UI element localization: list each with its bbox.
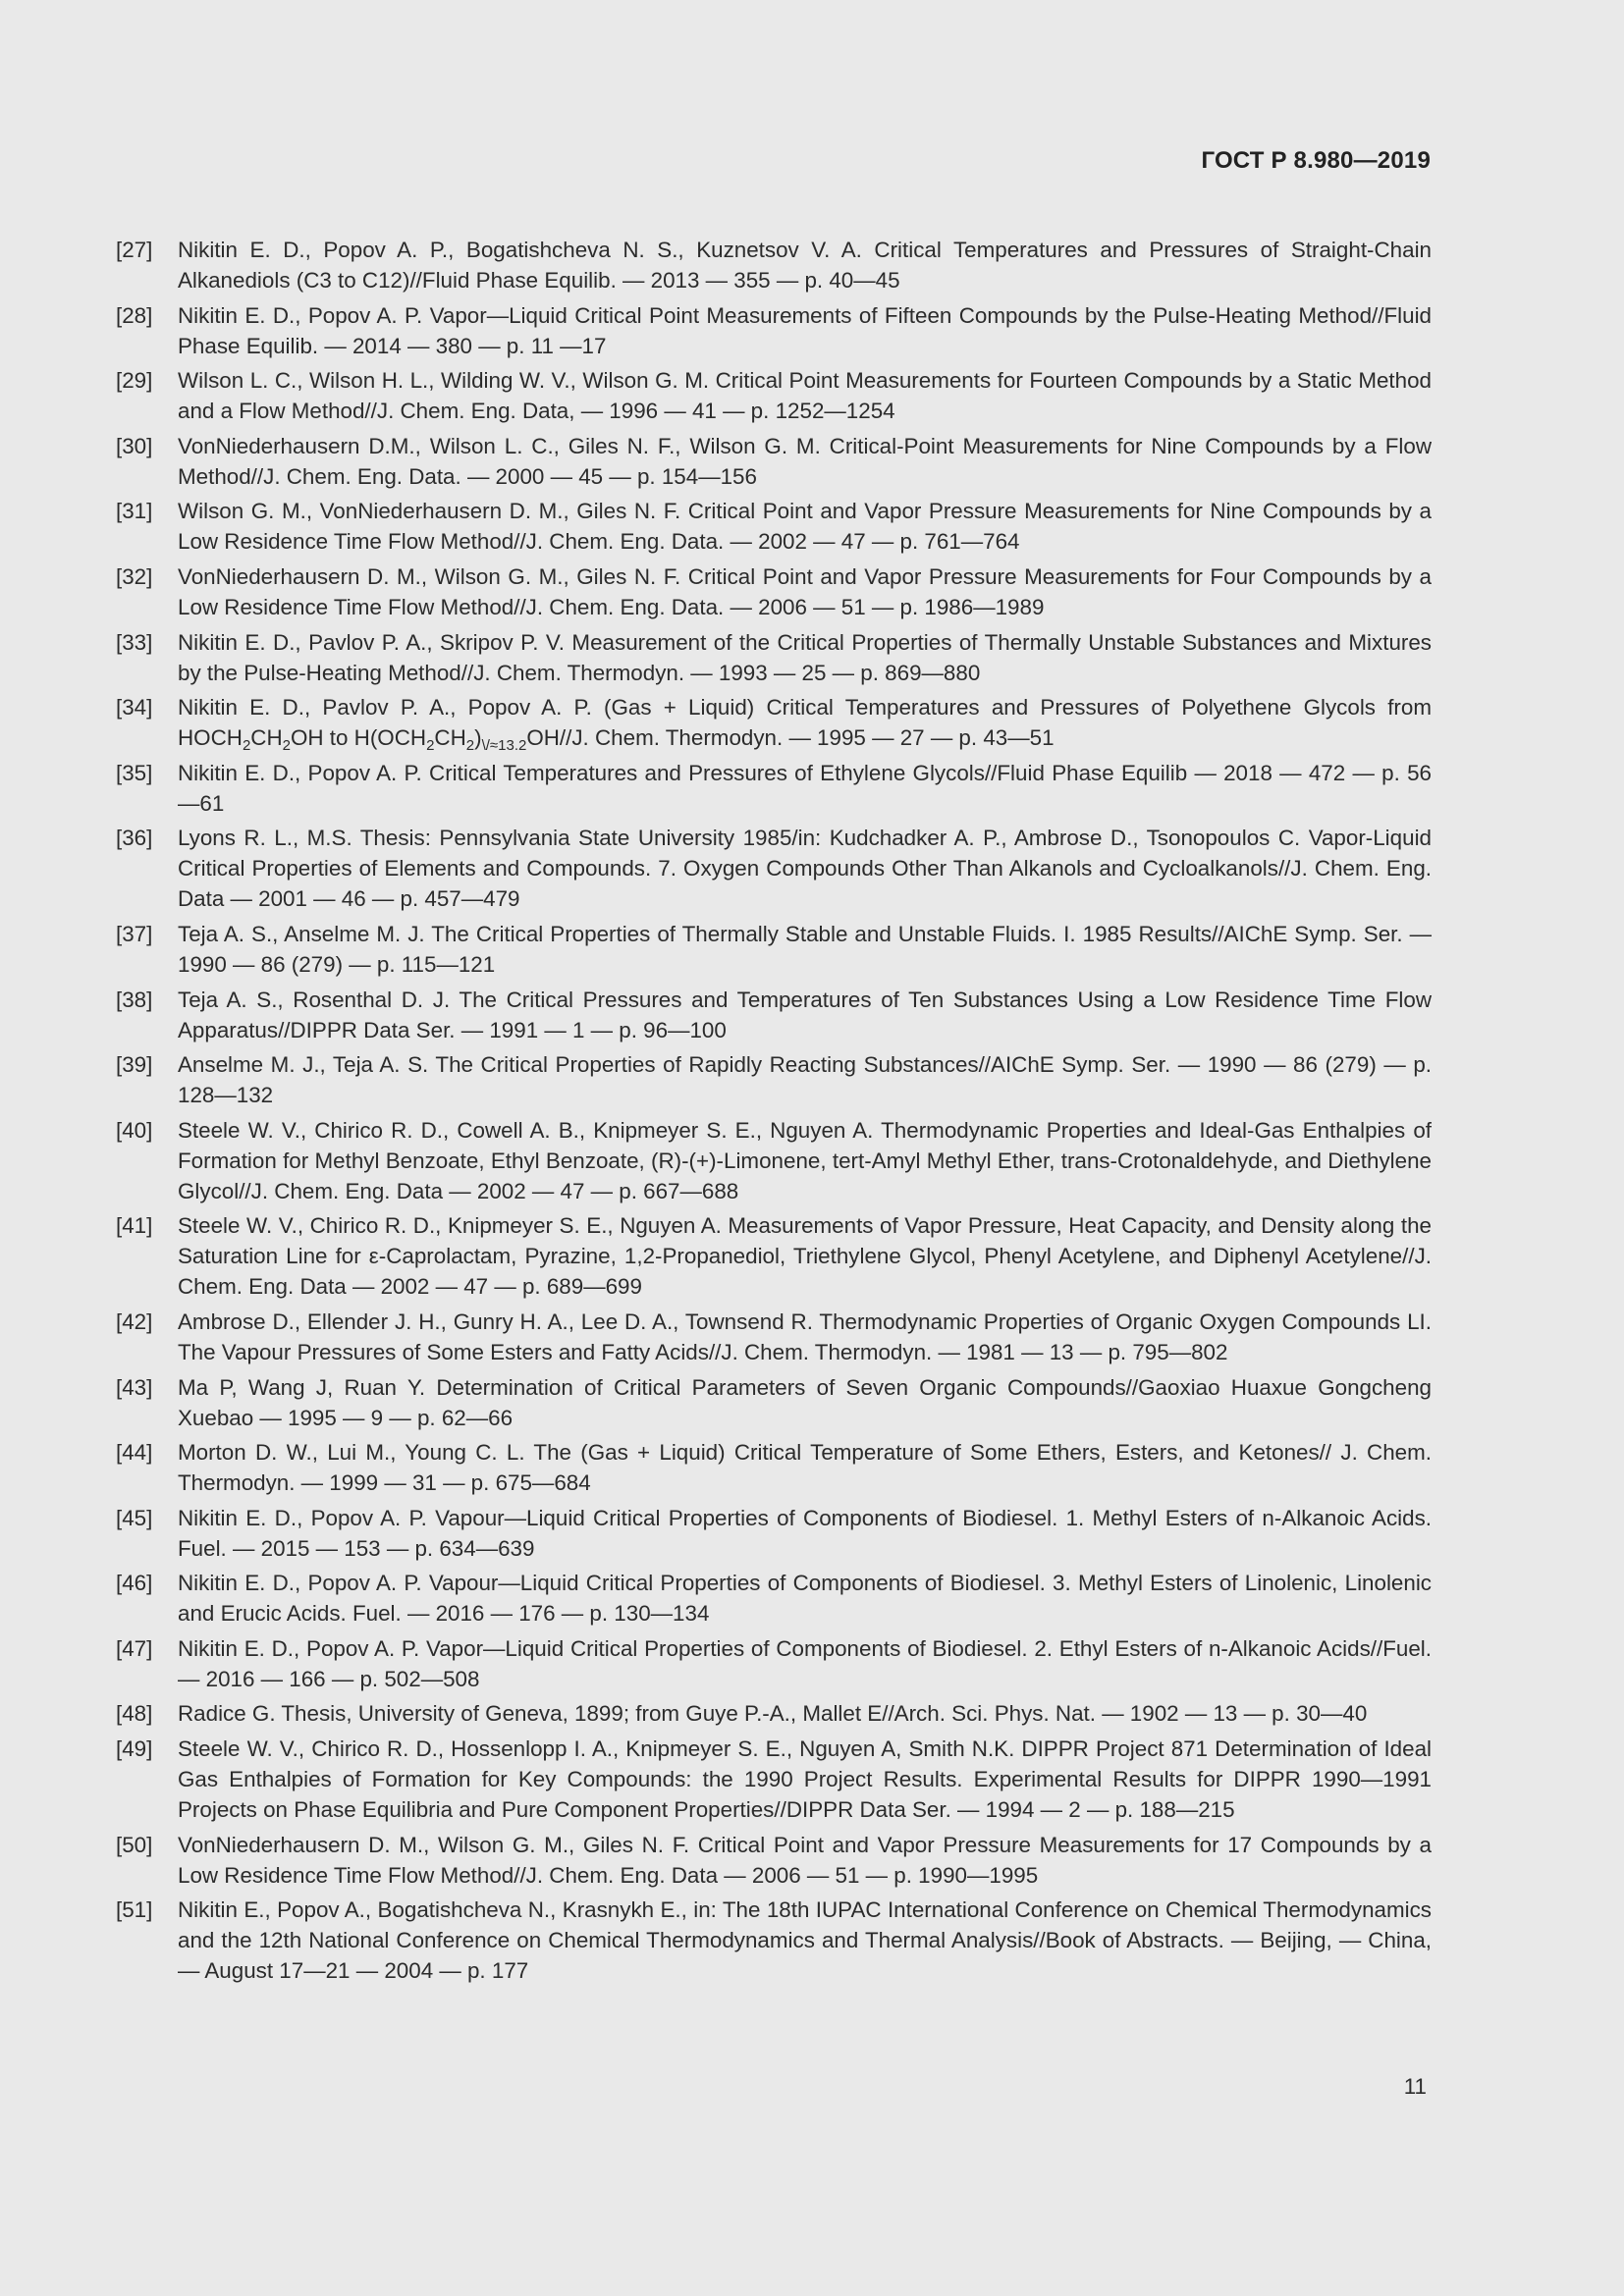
reference-item — [116, 365, 1432, 426]
formula-fragment: OH to H(OCH — [290, 725, 427, 751]
reference-text: Nikitin E. D., Popov A. P. Vapour—Liquid Critical Properties of Components of Biodiesel. 1. Methyl Esters of n-Alkanoic Acids. Fuel. — 2015 — 153 — p. 634—639 — [178, 1505, 1432, 1561]
reference-text: Nikitin E. D., Popov A. P., Bogatishcheva N. S., Kuznetsov V. A. Critical Temperatures and Pressures of Straight-Chain Alkanediols (C3 to C12)//Fluid Phase Equilib. — 2013 — 355 — p. 40—45 — [178, 238, 1432, 293]
reference-text: Nikitin E. D., Pavlov P. A., Skripov P. V. Measurement of the Critical Properties of Thermally Unstable Substances and Mixtures by the Pulse-Heating Method//J. Chem. Thermodyn. — 1993 — 25 — p. 869—880 — [178, 629, 1432, 685]
reference-item — [116, 758, 1432, 819]
reference-text: Nikitin E. D., Popov A. P. Vapor—Liquid Critical Properties of Components of Biodiesel. 2. Ethyl Esters of n-Alkanoic Acids//Fuel. — 2016 — 166 — p. 502—508 — [178, 1635, 1432, 1691]
reference-number: [39] — [116, 1052, 153, 1078]
reference-item — [116, 235, 1432, 295]
reference-text: Steele W. V., Chirico R. D., Cowell A. B., Knipmeyer S. E., Nguyen A. Thermodynamic Properties and Ideal-Gas Enthalpies of Formation for Methyl Benzoate, Ethyl Benzoate, (R)-(+)-Limonene, tert-Amyl Methyl Ether, trans-Crotonaldehyde, and Diethylene Glycol//J. Chem. Eng. Data — 2002 — 47 — p. 667—688 — [178, 1117, 1432, 1203]
formula-subscript: 2 — [282, 737, 291, 755]
reference-item — [116, 985, 1432, 1045]
reference-number: [40] — [116, 1117, 153, 1143]
reference-text: VonNiederhausern D. M., Wilson G. M., Giles N. F. Critical Point and Vapor Pressure Measurements for Four Compounds by a Low Residence Time Flow Method//J. Chem. Eng. Data. — 2006 — 51 — p. 1986—1989 — [178, 563, 1432, 619]
reference-number: [43] — [116, 1374, 153, 1400]
reference-text: Nikitin E. D., Popov A. P. Vapor—Liquid Critical Point Measurements of Fifteen Compounds by the Pulse-Heating Method//Fluid Phase Equilib. — 2014 — 380 — p. 11 —17 — [178, 302, 1432, 358]
reference-text: Anselme M. J., Teja A. S. The Critical Properties of Rapidly Reacting Substances//AIChE Symp. Ser. — 1990 — 86 (279) — p. 128—132 — [178, 1052, 1432, 1108]
reference-number: [34] — [116, 695, 153, 721]
reference-text: Wilson L. C., Wilson H. L., Wilding W. V., Wilson G. M. Critical Point Measurements for Fourteen Compounds by a Static Method and a Flow Method//J. Chem. Eng. Data, — 1996 — 41 — p. 1252—1254 — [178, 368, 1432, 424]
reference-item — [116, 692, 1432, 753]
formula-fragment: ) — [474, 725, 482, 751]
reference-number: [27] — [116, 238, 153, 262]
formula-subscript: 2 — [426, 737, 435, 755]
reference-text-after: OH//J. Chem. Thermodyn. — 1995 — 27 — p. 43—51 — [526, 725, 1055, 751]
reference-text: Wilson G. M., VonNiederhausern D. M., Giles N. F. Critical Point and Vapor Pressure Measurements for Nine Compounds by a Low Residence Time Flow Method//J. Chem. Eng. Data. — 2002 — 47 — p. 761—764 — [178, 499, 1432, 555]
reference-item — [116, 1633, 1432, 1694]
formula-subscript: 2 — [242, 737, 251, 755]
reference-number: [48] — [116, 1701, 153, 1727]
reference-text: Radice G. Thesis, University of Geneva, 1899; from Guye P.-A., Mallet E//Arch. Sci. Phys. Nat. — 1902 — 13 — p. 30—40 — [178, 1701, 1368, 1727]
reference-text: Teja A. S., Rosenthal D. J. The Critical Pressures and Temperatures of Ten Substances Using a Low Residence Time Flow Apparatus//DIPPR Data Ser. — 1991 — 1 — p. 96—100 — [178, 987, 1432, 1042]
reference-item — [116, 919, 1432, 980]
reference-item — [116, 1698, 1432, 1729]
reference-text: Nikitin E. D., Popov A. P. Critical Temperatures and Pressures of Ethylene Glycols//Fluid Phase Equilib — 2018 — 472 — p. 56—61 — [178, 760, 1432, 816]
reference-item — [116, 823, 1432, 914]
formula-fragment: HOCH — [178, 725, 243, 751]
reference-number: [28] — [116, 302, 153, 328]
reference-number: [41] — [116, 1213, 153, 1239]
reference-number: [49] — [116, 1736, 153, 1762]
reference-text: VonNiederhausern D.M., Wilson L. C., Giles N. F., Wilson G. M. Critical-Point Measurements for Nine Compounds by a Flow Method//J. Chem. Eng. Data. — 2000 — 45 — p. 154—156 — [178, 433, 1432, 489]
reference-number: [51] — [116, 1897, 153, 1923]
reference-number: [37] — [116, 921, 153, 946]
reference-item — [116, 1895, 1432, 1986]
reference-item — [116, 496, 1432, 557]
reference-text-before: Nikitin E. D., Pavlov P. A., Popov A. P. (Gas + Liquid) Critical Temperatures and Pressures of Polyethene Glycols from — [178, 695, 1432, 721]
reference-item — [116, 627, 1432, 688]
reference-text: Nikitin E., Popov A., Bogatishcheva N., Krasnykh E., in: The 18th IUPAC International Conference on Chemical Thermodynamics and the 12th National Conference on Chemical Thermodynamics and Thermal Analysis//Book of Abstracts. — Beijing, — China, — August 17—21 — 2004 — p. 177 — [178, 1897, 1432, 1984]
reference-item — [116, 1830, 1432, 1891]
reference-item — [116, 561, 1432, 622]
reference-number: [45] — [116, 1505, 153, 1530]
reference-item — [116, 300, 1432, 361]
reference-text: Steele W. V., Chirico R. D., Hossenlopp I. A., Knipmeyer S. E., Nguyen A, Smith N.K. DIPPR Project 871 Determination of Ideal Gas Enthalpies of Formation for Key Compounds: the 1990 Project Results. Experimental Results for DIPPR 1990—1991 Projects on Phase Equilibria and Pure Component Properties//DIPPR Data Ser. — 1994 — 2 — p. 188—215 — [178, 1736, 1432, 1823]
reference-item — [116, 1049, 1432, 1110]
reference-number: [30] — [116, 433, 153, 458]
reference-number: [36] — [116, 826, 153, 851]
reference-number: [35] — [116, 760, 153, 785]
formula-fragment: CH — [250, 725, 283, 751]
reference-list — [116, 235, 1432, 1991]
reference-number: [32] — [116, 563, 153, 589]
reference-item — [116, 1372, 1432, 1433]
reference-item — [116, 1734, 1432, 1825]
formula-subscript: \/≈13.2 — [481, 737, 527, 755]
reference-number: [44] — [116, 1440, 153, 1466]
reference-number: [38] — [116, 987, 153, 1012]
reference-item — [116, 431, 1432, 492]
reference-number: [46] — [116, 1571, 153, 1596]
reference-item — [116, 1307, 1432, 1367]
reference-number: [50] — [116, 1832, 153, 1857]
reference-number: [31] — [116, 499, 153, 524]
reference-text-formula — [178, 692, 1432, 753]
reference-text: Morton D. W., Lui M., Young C. L. The (Gas + Liquid) Critical Temperature of Some Ethers, Esters, and Ketones// J. Chem. Thermodyn. — 1999 — 31 — p. 675—684 — [178, 1440, 1432, 1496]
reference-item — [116, 1115, 1432, 1206]
reference-number: [47] — [116, 1635, 153, 1661]
reference-text: Ambrose D., Ellender J. H., Gunry H. A., Lee D. A., Townsend R. Thermodynamic Properties of Organic Oxygen Compounds LI. The Vapour Pressures of Some Esters and Fatty Acids//J. Chem. Thermodyn. — 1981 — 13 — p. 795—802 — [178, 1308, 1432, 1364]
reference-text: VonNiederhausern D. M., Wilson G. M., Giles N. F. Critical Point and Vapor Pressure Measurements for 17 Compounds by a Low Residence Time Flow Method//J. Chem. Eng. Data — 2006 — 51 — p. 1990—1995 — [178, 1832, 1432, 1888]
reference-text: Steele W. V., Chirico R. D., Knipmeyer S. E., Nguyen A. Measurements of Vapor Pressure, Heat Capacity, and Density along the Saturation Line for ε-Caprolactam, Pyrazine, 1,2-Propanediol, Triethylene Glycol, Phenyl Acetylene, and Diphenyl Acetylene//J. Chem. Eng. Data — 2002 — 47 — p. 689—699 — [178, 1213, 1432, 1300]
page-number: 11 — [1403, 2074, 1427, 2099]
reference-number: [33] — [116, 629, 153, 655]
reference-number: [42] — [116, 1308, 153, 1334]
reference-text: Nikitin E. D., Popov A. P. Vapour—Liquid Critical Properties of Components of Biodiesel. 3. Methyl Esters of Linolenic, Linolenic and Erucic Acids. Fuel. — 2016 — 176 — p. 130—134 — [178, 1571, 1432, 1627]
formula-subscript: 2 — [465, 737, 475, 755]
reference-item — [116, 1568, 1432, 1629]
reference-number: [29] — [116, 368, 153, 394]
reference-text: Lyons R. L., M.S. Thesis: Pennsylvania State University 1985/in: Kudchadker A. P., Ambrose D., Tsonopoulos C. Vapor-Liquid Critical Properties of Elements and Compounds. 7. Oxygen Compounds Other Than Alkanols and Cycloalkanols//J. Chem. Eng. Data — 2001 — 46 — p. 457—479 — [178, 826, 1432, 912]
standard-header: ГОСТ Р 8.980—2019 — [1201, 147, 1431, 174]
reference-text: Ma P, Wang J, Ruan Y. Determination of Critical Parameters of Seven Organic Compounds//Gaoxiao Huaxue Gongcheng Xuebao — 1995 — 9 — p. 62—66 — [178, 1374, 1432, 1430]
reference-item — [116, 1210, 1432, 1302]
formula-fragment: CH — [434, 725, 466, 751]
reference-item — [116, 1503, 1432, 1564]
reference-item — [116, 1437, 1432, 1498]
reference-text: Teja A. S., Anselme M. J. The Critical Properties of Thermally Stable and Unstable Fluids. I. 1985 Results//AIChE Symp. Ser. — 1990 — 86 (279) — p. 115—121 — [178, 921, 1432, 977]
